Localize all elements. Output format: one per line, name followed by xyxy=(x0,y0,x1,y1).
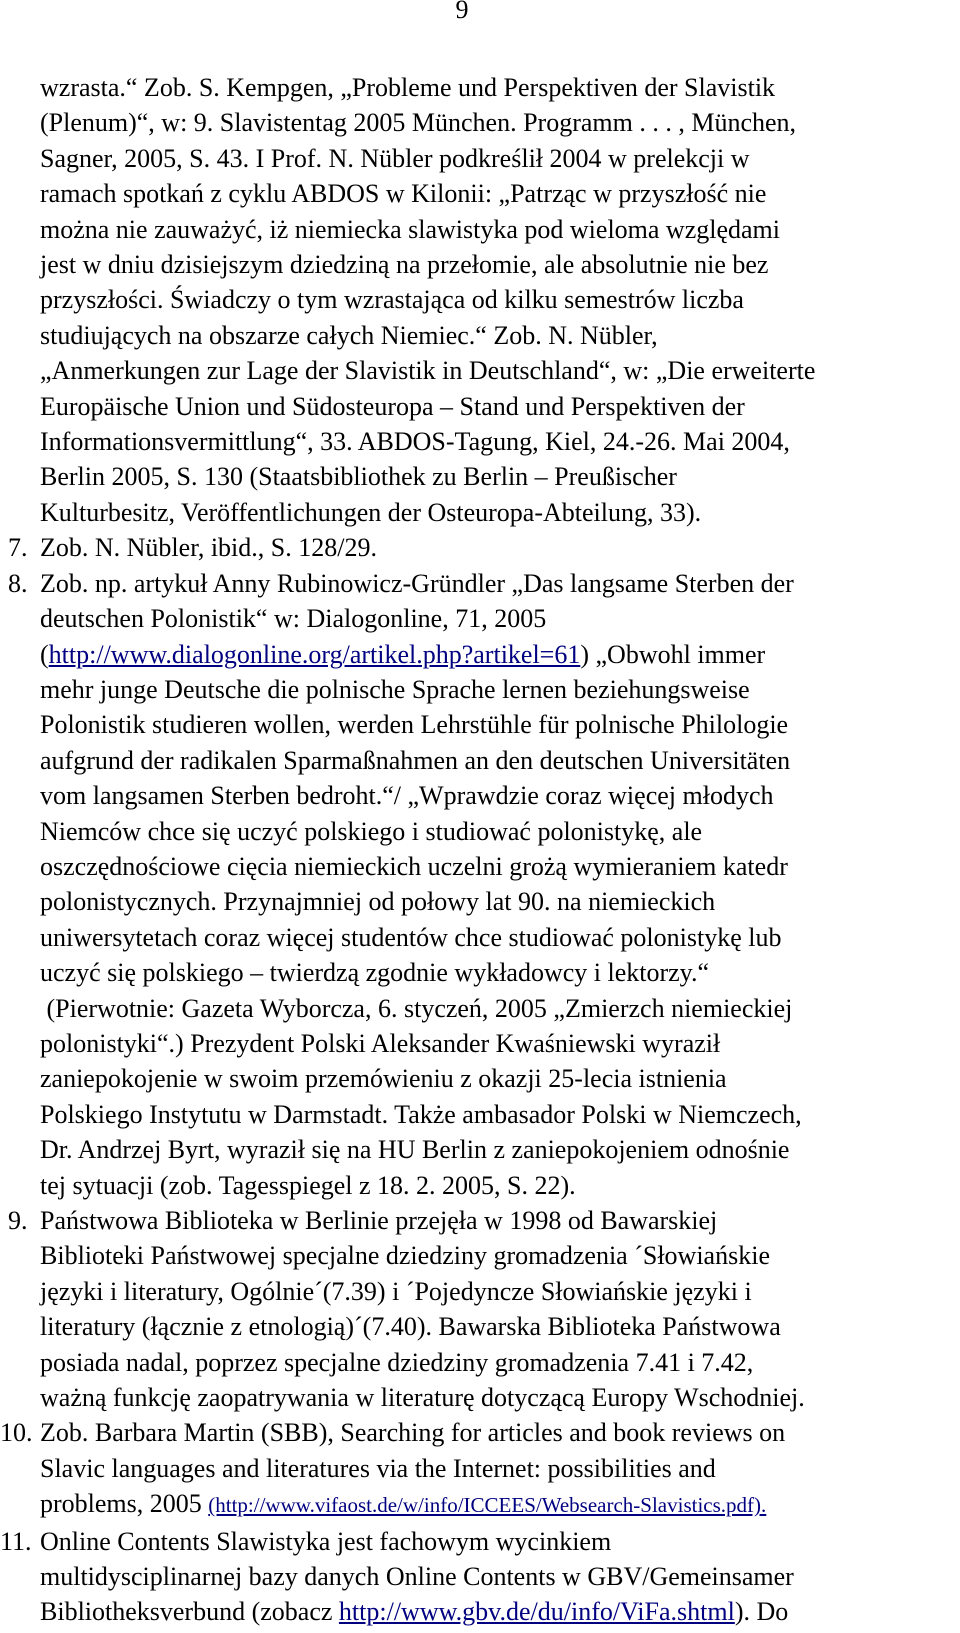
text-line: aufgrund der radikalen Sparmaßnahmen an den deutschen Universitäten xyxy=(40,745,791,775)
footnote-number: 8. xyxy=(8,568,28,598)
text-line: Zob. Barbara Martin (SBB), Searching for articles and book reviews on xyxy=(40,1418,786,1448)
text-line: Zob. np. artykuł Anny Rubinowicz-Gründler „Das langsame Sterben der xyxy=(40,568,794,598)
text-line: (Plenum)“, w: 9. Slavistentag 2005 München. Programm . . . , München, xyxy=(40,108,797,138)
text-line xyxy=(40,1486,938,1523)
text-line: Polonistik studieren wollen, werden Lehrstühle für polnische Philologie xyxy=(40,710,789,740)
text-line: jest w dniu dzisiejszym dziedziną na przełomie, ale absolutnie nie bez xyxy=(40,250,769,280)
footnote-10 xyxy=(0,1415,938,1523)
text-line: posiada nadal, poprzez specjalne dziedziny gromadzenia 7.41 i 7.42, xyxy=(40,1347,754,1377)
text-line: Kulturbesitz, Veröffentlichungen der Osteuropa-Abteilung, 33). xyxy=(40,497,702,527)
text-segment: ( xyxy=(40,639,49,669)
text-line: Berlin 2005, S. 130 (Staatsbibliothek zu Berlin – Preußischer xyxy=(40,462,677,492)
dialogonline-link[interactable]: http://www.dialogonline.org/artikel.php?artikel=61 xyxy=(48,639,581,669)
page-number: 9 xyxy=(455,0,469,24)
text-line: przyszłości. Świadczy o tym wzrastająca od kilku semestrów liczba xyxy=(40,285,744,315)
footnote-7 xyxy=(8,530,938,565)
footnote-number: 10. xyxy=(0,1418,33,1448)
text-line: studiujących na obszarze całych Niemiec.“ Zob. N. Nübler, xyxy=(40,320,658,350)
text-line: Niemców chce się uczyć polskiego i studiować polonistykę, ale xyxy=(40,816,703,846)
footnotes-list xyxy=(0,70,938,1630)
footnote-9 xyxy=(8,1203,938,1415)
text-line: literatury (łącznie z etnologią)´(7.40). Bawarska Biblioteka Państwowa xyxy=(40,1312,781,1342)
text-line: Państwowa Biblioteka w Berlinie przejęła w 1998 od Bawarskiej xyxy=(40,1206,718,1235)
text-line: (Pierwotnie: Gazeta Wyborcza, 6. styczeń, 2005 „Zmierzch niemieckiej xyxy=(40,993,793,1023)
footnote-number: 11. xyxy=(0,1526,32,1556)
text-line: polonistyki“.) Prezydent Polski Aleksander Kwaśniewski wyraził xyxy=(40,1028,721,1058)
text-line: Informationsvermittlung“, 33. ABDOS-Tagung, Kiel, 24.-26. Mai 2004, xyxy=(40,427,790,457)
text-line: deutschen Polonistik“ w: Dialogonline, 71, 2005 xyxy=(40,604,547,634)
text-line: Europäische Union und Südosteuropa – Stand und Perspektiven der xyxy=(40,391,745,421)
text-line xyxy=(40,1594,938,1629)
text-line: Polskiego Instytutu w Darmstadt. Także ambasador Polski w Niemczech, xyxy=(40,1099,802,1129)
text-segment: problems, 2005 xyxy=(40,1489,209,1519)
footnote-number: 9. xyxy=(8,1206,28,1235)
text-line: oszczędnościowe cięcia niemieckich uczelni grożą wymieraniem katedr xyxy=(40,851,788,881)
text-line: mehr junge Deutsche die polnische Sprache lernen beziehungsweise xyxy=(40,674,750,704)
text-line: Slavic languages and literatures via the Internet: possibilities and xyxy=(40,1453,716,1483)
footnote-11 xyxy=(0,1524,938,1630)
text-line: Biblioteki Państwowej specjalne dziedziny gromadzenia ´Słowiańskie xyxy=(40,1241,770,1271)
text-line: Dr. Andrzej Byrt, wyraził się na HU Berlin z zaniepokojeniem odnośnie xyxy=(40,1135,790,1165)
text-segment: Bibliotheksverbund (zobacz xyxy=(40,1597,339,1627)
text-line: zaniepokojenie w swoim przemówieniu z okazji 25-lecia istnienia xyxy=(40,1064,727,1094)
text-line: uczyć się polskiego – twierdzą zgodnie wykładowcy i lektorzy.“ xyxy=(40,958,710,988)
footnote-8 xyxy=(8,566,938,1203)
text-line: uniwersytetach coraz więcej studentów chce studiować polonistykę lub xyxy=(40,922,782,952)
text-line: wzrasta.“ Zob. S. Kempgen, „Probleme und Perspektiven der Slavistik xyxy=(40,73,776,102)
gbv-link[interactable]: http://www.gbv.de/du/info/ViFa.shtml xyxy=(338,1597,735,1627)
text-line: polonistycznych. Przynajmniej od połowy lat 90. na niemieckich xyxy=(40,887,716,917)
text-line: Sagner, 2005, S. 43. I Prof. N. Nübler podkreślił 2004 w prelekcji w xyxy=(40,143,750,173)
text-line: ważną funkcję zaopatrywania w literaturę dotyczącą Europy Wschodniej. xyxy=(40,1383,805,1413)
text-line: „Anmerkungen zur Lage der Slavistik in Deutschland“, w: „Die erweiterte xyxy=(40,356,816,386)
text-line: multidysciplinarnej bazy danych Online Contents w GBV/Gemeinsamer xyxy=(40,1562,794,1592)
text-line: Online Contents Slawistyka jest fachowym wycinkiem xyxy=(40,1526,612,1556)
text-line xyxy=(40,637,938,672)
text-line: języki i literatury, Ogólnie´(7.39) i ´Pojedyncze Słowiańskie języki i xyxy=(40,1276,752,1306)
text-line: tej sytuacji (zob. Tagesspiegel z 18. 2. 2005, S. 22). xyxy=(40,1170,576,1200)
footnote-continuation xyxy=(8,70,938,530)
vifaost-link[interactable]: (http://www.vifaost.de/w/info/ICCEES/Websearch-Slavistics.pdf). xyxy=(208,1493,767,1518)
text-line: ramach spotkań z cyklu ABDOS w Kilonii: „Patrząc w przyszłość nie xyxy=(40,179,767,209)
text-line: vom langsamen Sterben bedroht.“/ „Wprawdzie coraz więcej młodych xyxy=(40,781,774,811)
text-line: można nie zauważyć, iż niemiecka slawistyka pod wieloma względami xyxy=(40,214,780,244)
text-segment: ) „Obwohl immer xyxy=(580,639,766,669)
text-line: Zob. N. Nübler, ibid., S. 128/29. xyxy=(40,533,377,563)
footnote-number: 7. xyxy=(8,533,28,563)
text-segment: ). Do xyxy=(734,1597,789,1627)
